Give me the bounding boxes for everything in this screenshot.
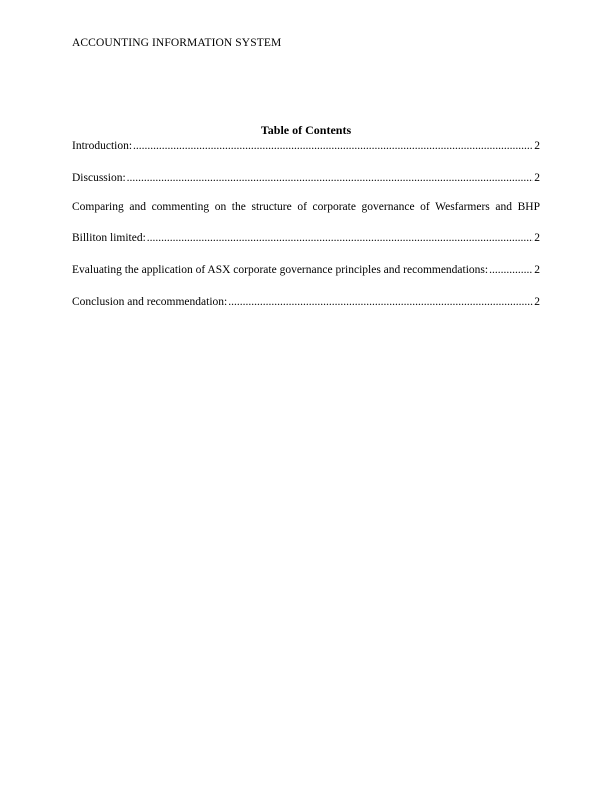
toc-entry-introduction[interactable] <box>72 139 540 154</box>
toc-entry-label-line1: Comparing and commenting on the structure of corporate governance of Wesfarmers and BHP <box>72 201 540 213</box>
toc-leader-dots <box>228 295 533 310</box>
running-header: ACCOUNTING INFORMATION SYSTEM <box>72 37 282 49</box>
toc-entry-label: Conclusion and recommendation: <box>72 296 228 308</box>
toc-leader-dots <box>489 263 533 278</box>
toc-leader-dots <box>133 139 533 154</box>
toc-leader-dots <box>127 171 534 186</box>
toc-entry-label: Introduction: <box>72 140 133 152</box>
toc-page-number: 2 <box>534 140 540 152</box>
table-of-contents <box>72 123 540 310</box>
toc-page-number: 2 <box>534 264 540 276</box>
toc-leader-dots <box>147 231 533 246</box>
toc-page-number: 2 <box>534 172 540 184</box>
toc-page-number: 2 <box>534 296 540 308</box>
toc-entry-label: Discussion: <box>72 172 126 184</box>
toc-entry-evaluating-asx[interactable] <box>72 263 540 278</box>
toc-entry-label-line2: Billiton limited: <box>72 232 146 244</box>
toc-page-number: 2 <box>534 232 540 244</box>
toc-entry-conclusion[interactable] <box>72 295 540 310</box>
toc-entry-discussion[interactable] <box>72 171 540 186</box>
toc-entry-comparing-structure[interactable] <box>72 200 540 246</box>
toc-entry-label: Evaluating the application of ASX corporate governance principles and recommendations: <box>72 264 489 276</box>
toc-title: Table of Contents <box>260 123 352 137</box>
